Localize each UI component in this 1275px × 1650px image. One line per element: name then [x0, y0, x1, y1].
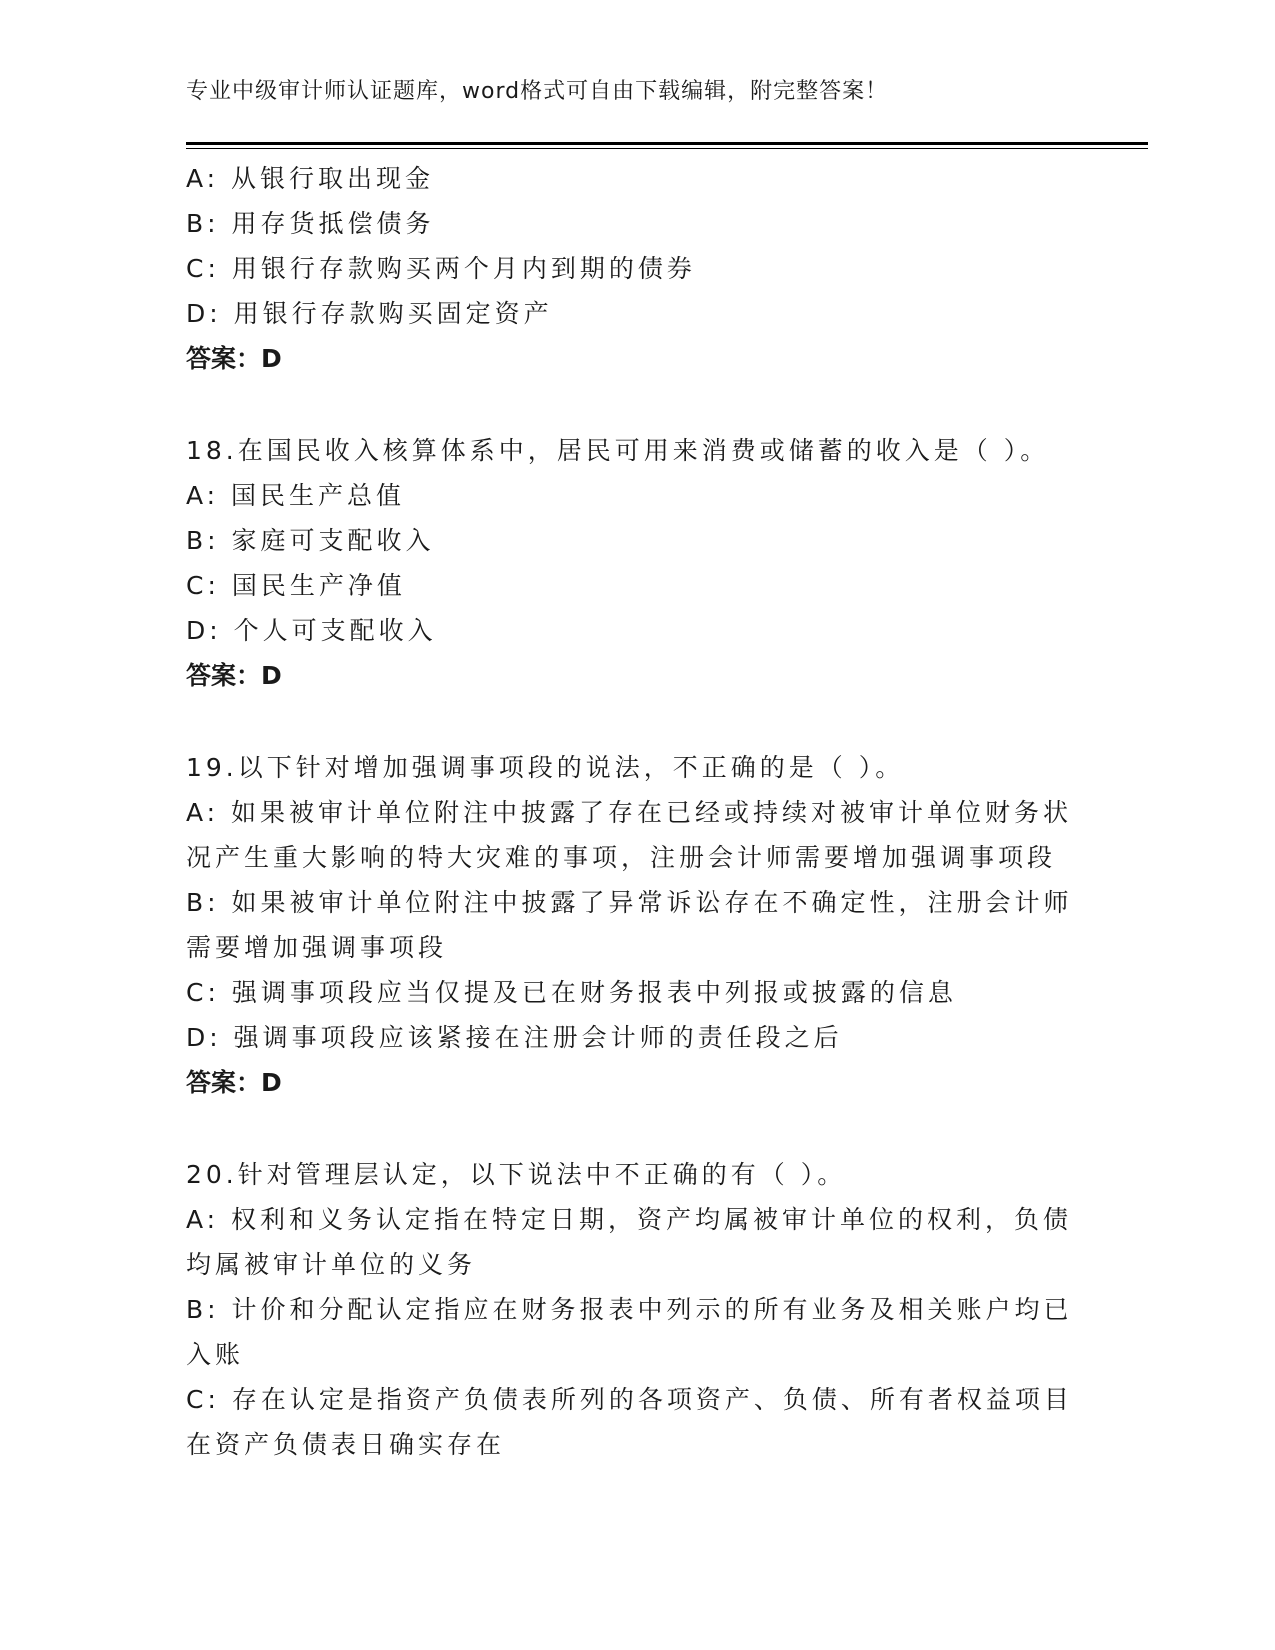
header-divider-thick [186, 142, 1148, 145]
page-header: 专业中级审计师认证题库，word格式可自由下载编辑，附完整答案！ [186, 79, 889, 104]
question-stem: 20.针对管理层认定，以下说法中不正确的有（ ）。 [186, 1160, 847, 1189]
question-18 [186, 428, 1066, 698]
spacer [186, 381, 1066, 428]
option-a: A: 如果被审计单位附注中披露了存在已经或持续对被审计单位财务状 [186, 798, 1073, 827]
question-17 [186, 156, 1066, 381]
option-a-continued: 均属被审计单位的义务 [186, 1250, 477, 1279]
spacer [186, 698, 1066, 745]
question-stem: 19.以下针对增加强调事项段的说法，不正确的是（ ）。 [186, 753, 905, 782]
question-19 [186, 745, 1073, 1105]
option-c-continued: 在资产负债表日确实存在 [186, 1430, 506, 1459]
answer: 答案：D [186, 661, 282, 690]
option-b: B: 计价和分配认定指应在财务报表中列示的所有业务及相关账户均已 [186, 1295, 1073, 1324]
option-a: A: 国民生产总值 [186, 481, 406, 510]
option-b: B: 用存货抵偿债务 [186, 209, 435, 238]
option-a: A: 权利和义务认定指在特定日期，资产均属被审计单位的权利，负债 [186, 1205, 1073, 1234]
answer: 答案：D [186, 344, 282, 373]
header-divider-thin [186, 148, 1148, 149]
question-content [186, 156, 1073, 1467]
spacer [186, 1105, 1066, 1152]
option-b: B: 家庭可支配收入 [186, 526, 435, 555]
option-d: D: 用银行存款购买固定资产 [186, 299, 553, 328]
answer: 答案：D [186, 1068, 282, 1097]
option-b-continued: 入账 [186, 1340, 245, 1369]
option-c: C: 存在认定是指资产负债表所列的各项资产、负债、所有者权益项目 [186, 1385, 1073, 1414]
option-b: B: 如果被审计单位附注中披露了异常诉讼存在不确定性，注册会计师 [186, 888, 1073, 917]
option-b-continued: 需要增加强调事项段 [186, 933, 448, 962]
option-a-continued: 况产生重大影响的特大灾难的事项，注册会计师需要增加强调事项段 [186, 843, 1057, 872]
option-d: D: 个人可支配收入 [186, 616, 437, 645]
document-page [186, 0, 1146, 1650]
option-a: A: 从银行取出现金 [186, 164, 435, 193]
option-c: C: 强调事项段应当仅提及已在财务报表中列报或披露的信息 [186, 978, 957, 1007]
option-c: C: 国民生产净值 [186, 571, 406, 600]
question-stem: 18.在国民收入核算体系中，居民可用来消费或储蓄的收入是（ ）。 [186, 436, 1050, 465]
question-20 [186, 1152, 1073, 1467]
option-d: D: 强调事项段应该紧接在注册会计师的责任段之后 [186, 1023, 843, 1052]
option-c: C: 用银行存款购买两个月内到期的债券 [186, 254, 696, 283]
